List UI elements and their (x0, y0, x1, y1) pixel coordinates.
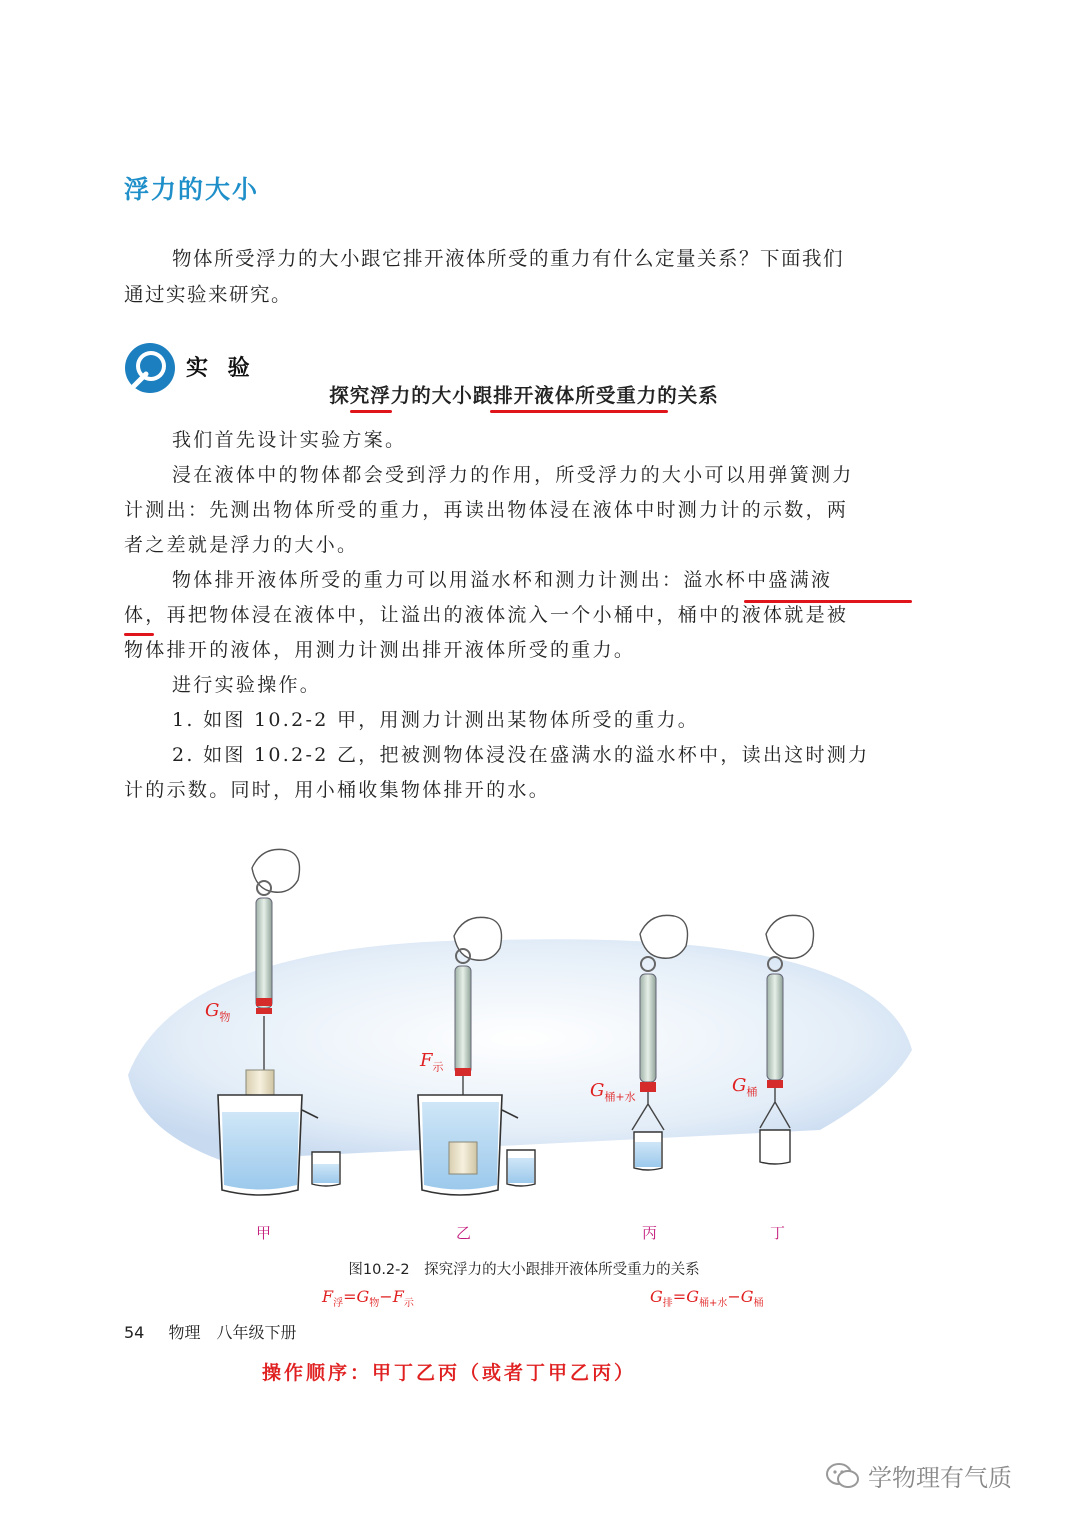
body-line: 进行实验操作。 (172, 674, 322, 696)
intro-line-2: 通过实验来研究。 (124, 283, 293, 306)
label-g-wu: $G_物$ (205, 1000, 231, 1024)
body-line: 2. 如图 10.2-2 乙，把被测物体浸没在盛满水的溢水杯中，读出这时测力 (172, 744, 870, 766)
body-line: 者之差就是浮力的大小。 (124, 534, 359, 556)
title-underline-1 (350, 410, 392, 413)
body-line: 物体排开的液体，用测力计测出排开液体所受的重力。 (124, 639, 636, 661)
page-footer (124, 1320, 297, 1343)
title-underline-2 (490, 410, 668, 413)
body-line: 1. 如图 10.2-2 甲，用测力计测出某物体所受的重力。 (172, 709, 700, 731)
book-title: 物理 八年级下册 (168, 1323, 297, 1342)
watermark-text: 学物理有气质 (868, 1464, 1012, 1492)
panel-label-ding: 丁 (770, 1224, 786, 1242)
page-number: 54 (124, 1323, 145, 1342)
intro-line-1: 物体所受浮力的大小跟它排开液体所受的重力有什么定量关系？下面我们 (172, 247, 845, 270)
body-line: 浸在液体中的物体都会受到浮力的作用，所受浮力的大小可以用弹簧测力 (172, 464, 854, 486)
body-line: 体，再把物体浸在液体中，让溢出的液体流入一个小桶中，桶中的液体就是被 (124, 604, 849, 626)
section-title: 浮力的大小 (124, 175, 260, 204)
operation-order-note: 操作顺序：甲丁乙丙（或者丁甲乙丙） (262, 1362, 637, 1384)
body-line: 物体排开液体所受的重力可以用溢水杯和测力计测出：溢水杯中盛满液 (172, 569, 833, 591)
formula-buoyancy: $F_浮=G_物-F_示$ (322, 1287, 414, 1310)
experiment-label: 实 验 (186, 356, 256, 381)
intro-paragraph (124, 241, 924, 313)
body-underline-1 (744, 600, 912, 603)
watermark (826, 1458, 1012, 1493)
body-line: 计的示数。同时，用小桶收集物体排开的水。 (124, 779, 551, 801)
panel-label-bing: 丙 (642, 1224, 658, 1242)
formula-displaced-weight: $G_排=G_{桶+水}-G_桶$ (650, 1287, 764, 1310)
label-g-tong: $G_桶$ (732, 1075, 758, 1099)
figure-10-2-2 (120, 830, 920, 1250)
wechat-icon (826, 1462, 860, 1490)
panel-label-jia: 甲 (256, 1224, 272, 1242)
panel-label-yi: 乙 (456, 1224, 472, 1242)
label-f-shi: $F_示$ (420, 1050, 444, 1074)
body-line: 计测出：先测出物体所受的重力，再读出物体浸在液体中时测力计的示数，两 (124, 499, 849, 521)
figure-caption: 图10.2-2 探究浮力的大小跟排开液体所受重力的关系 (348, 1262, 700, 1278)
experiment-title: 探究浮力的大小跟排开液体所受重力的关系 (329, 384, 719, 407)
body-underline-2 (124, 633, 154, 636)
body-line: 我们首先设计实验方案。 (172, 429, 407, 451)
label-g-tong-shui: $G_{桶+水}$ (590, 1080, 636, 1104)
experiment-body (124, 423, 914, 808)
